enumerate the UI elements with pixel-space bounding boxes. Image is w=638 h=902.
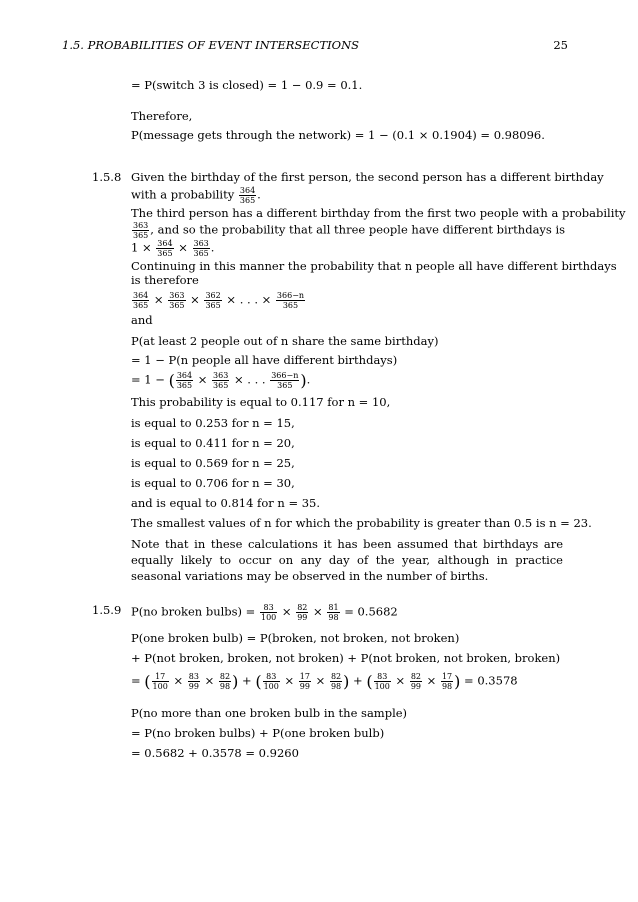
numerator: 82 bbox=[219, 672, 231, 681]
p159-final: = 0.5682 + 0.3578 = 0.9260 bbox=[131, 746, 299, 760]
p158-text-1b: with a probability $\frac{364}{365}$ . bbox=[131, 186, 261, 205]
denominator: 365 bbox=[176, 381, 193, 390]
p158-note: Note that in these calculations it has been assumed that birthdays are equally likely to occur on any day of the year, although in practice seasonal variations may be observed in the number of births. bbox=[131, 537, 563, 583]
numerator: 363 bbox=[133, 221, 149, 230]
p158-text-1b-label: with a probability bbox=[131, 187, 235, 202]
fraction bbox=[276, 291, 305, 310]
fraction bbox=[152, 672, 169, 691]
numerator: 363 bbox=[193, 239, 209, 248]
fraction bbox=[193, 239, 210, 258]
fraction bbox=[219, 672, 231, 691]
denominator: 365 bbox=[282, 301, 299, 310]
p158-result-6: and is equal to 0.814 for n = 35. bbox=[131, 496, 321, 510]
p158-and: and bbox=[131, 313, 153, 327]
fraction bbox=[188, 672, 200, 691]
p158-result-2: is equal to 0.253 for n = 15, bbox=[131, 416, 295, 430]
denominator: 98 bbox=[219, 682, 231, 691]
numerator: 364 bbox=[157, 239, 173, 248]
prev-line-2: Therefore, bbox=[131, 109, 193, 123]
numerator: 83 bbox=[188, 672, 199, 681]
denominator: 365 bbox=[169, 301, 185, 310]
fraction bbox=[176, 371, 193, 390]
p158-text-3b: is therefore bbox=[131, 273, 199, 287]
denominator: 365 bbox=[205, 301, 221, 310]
denominator: 365 bbox=[157, 249, 173, 258]
problem-number-158: 1.5.8 bbox=[92, 170, 122, 184]
p159-one-broken-calc: = ( $\frac{17}{100}$ × $\frac{83}{99}$ × $\frac{82}{98}$ ) + ( $\frac{83}{100}$ × $\frac{17}{99}$ × $\frac{82}{98}$ ) + ( $\frac{83}{100}$ × $\frac{82}{99}$ × $\frac{17}{98}$ ) = 0.3578 bbox=[131, 672, 518, 691]
fraction bbox=[263, 672, 280, 691]
fraction bbox=[299, 672, 311, 691]
denominator: 365 bbox=[133, 231, 149, 240]
numerator: 366−n bbox=[271, 371, 299, 380]
page-number: 25 bbox=[553, 38, 568, 52]
fraction bbox=[330, 672, 342, 691]
denominator: 98 bbox=[328, 613, 339, 622]
p159-one-broken-result: = 0.3578 bbox=[464, 673, 518, 688]
p158-result-4: is equal to 0.569 for n = 25, bbox=[131, 456, 295, 470]
numerator: 364 bbox=[239, 186, 256, 195]
denominator: 365 bbox=[133, 301, 149, 310]
numerator: 366−n bbox=[276, 291, 305, 300]
numerator: 364 bbox=[176, 371, 193, 380]
fraction bbox=[410, 672, 422, 691]
denominator: 365 bbox=[239, 196, 256, 205]
fraction bbox=[374, 672, 391, 691]
p158-result-1: This probability is equal to 0.117 for n = 10, bbox=[131, 395, 391, 409]
running-header: 1.5. PROBABILITIES OF EVENT INTERSECTIONS bbox=[62, 38, 360, 52]
p158-text-2b bbox=[131, 221, 565, 240]
numerator: 363 bbox=[213, 371, 229, 380]
fraction bbox=[212, 371, 229, 390]
p158-eq: = 1 − P(n people all have different birthdays) bbox=[131, 353, 398, 367]
numerator: 362 bbox=[205, 291, 221, 300]
fraction bbox=[260, 603, 277, 622]
fraction bbox=[156, 239, 173, 258]
denominator: 98 bbox=[441, 682, 453, 691]
fraction bbox=[168, 291, 185, 310]
numerator: 81 bbox=[328, 603, 339, 612]
denominator: 365 bbox=[213, 381, 229, 390]
numerator: 364 bbox=[133, 291, 149, 300]
numerator: 17 bbox=[152, 672, 169, 682]
fraction bbox=[239, 186, 256, 205]
fraction bbox=[270, 371, 299, 390]
p158-eq-product: = 1 − ( $\frac{364}{365}$ × $\frac{363}{365}$ × . . . $\frac{366-n}{365}$ ). bbox=[131, 371, 311, 390]
denominator: 99 bbox=[410, 682, 421, 691]
p158-result-3: is equal to 0.411 for n = 20, bbox=[131, 436, 295, 450]
fraction bbox=[132, 221, 149, 240]
denominator: 100 bbox=[152, 682, 168, 691]
denominator: 100 bbox=[374, 682, 390, 691]
p158-text-2b-label: , and so the probability that all three people have different birthdays is bbox=[150, 222, 566, 237]
p158-at-least: P(at least 2 people out of n share the same birthday) bbox=[131, 334, 439, 348]
p158-result-7: The smallest values of n for which the probability is greater than 0.5 is n = 23. bbox=[131, 516, 592, 530]
p159-no-more-than-one: P(no more than one broken bulb in the sample) bbox=[131, 706, 408, 720]
p159-no-broken-label: P(no broken bulbs) = bbox=[131, 604, 256, 619]
fraction bbox=[132, 291, 149, 310]
fraction bbox=[327, 603, 339, 622]
p158-text-1a: Given the birthday of the first person, the second person has a different birthday bbox=[131, 170, 604, 184]
numerator: 83 bbox=[260, 603, 277, 613]
denominator: 365 bbox=[277, 381, 293, 390]
denominator: 100 bbox=[260, 613, 277, 622]
numerator: 82 bbox=[330, 672, 342, 681]
p159-no-broken-result: = 0.5682 bbox=[344, 604, 398, 619]
denominator: 99 bbox=[188, 682, 199, 691]
numerator: 17 bbox=[441, 672, 453, 681]
p159-one-broken: P(one broken bulb) = P(broken, not broken, not broken) bbox=[131, 631, 460, 645]
numerator: 82 bbox=[410, 672, 421, 681]
denominator: 99 bbox=[297, 613, 308, 622]
fraction bbox=[204, 291, 221, 310]
p159-one-broken-cont: + P(not broken, broken, not broken) + P(not broken, not broken, broken) bbox=[131, 651, 561, 665]
numerator: 363 bbox=[169, 291, 185, 300]
p158-product-3: 1 × $\frac{364}{365}$ × $\frac{363}{365}$ . bbox=[131, 239, 215, 258]
denominator: 365 bbox=[193, 249, 209, 258]
p158-text-3a: Continuing in this manner the probability that n people all have different birthdays bbox=[131, 259, 617, 273]
p158-text-2a: The third person has a different birthday from the first two people with a probability bbox=[131, 206, 626, 220]
numerator: 83 bbox=[374, 672, 391, 682]
p159-sum: = P(no broken bulbs) + P(one broken bulb) bbox=[131, 726, 385, 740]
p158-product-n: $\frac{364}{365}$ × $\frac{363}{365}$ × $\frac{362}{365}$ × . . . × $\frac{366-n}{365}$ bbox=[133, 291, 305, 310]
denominator: 100 bbox=[263, 682, 279, 691]
fraction bbox=[296, 603, 308, 622]
fraction bbox=[441, 672, 453, 691]
denominator: 98 bbox=[330, 682, 342, 691]
prev-line-3: P(message gets through the network) = 1 − (0.1 × 0.1904) = 0.98096. bbox=[131, 128, 545, 142]
p158-result-5: is equal to 0.706 for n = 30, bbox=[131, 476, 295, 490]
prev-line-1: = P(switch 3 is closed) = 1 − 0.9 = 0.1. bbox=[131, 78, 363, 92]
denominator: 99 bbox=[299, 682, 310, 691]
numerator: 17 bbox=[299, 672, 310, 681]
numerator: 83 bbox=[263, 672, 280, 682]
p159-no-broken: P(no broken bulbs) = $\frac{83}{100}$ × $\frac{82}{99}$ × $\frac{81}{98}$ = 0.5682 bbox=[131, 603, 398, 622]
numerator: 82 bbox=[297, 603, 308, 612]
problem-number-159: 1.5.9 bbox=[92, 603, 122, 617]
